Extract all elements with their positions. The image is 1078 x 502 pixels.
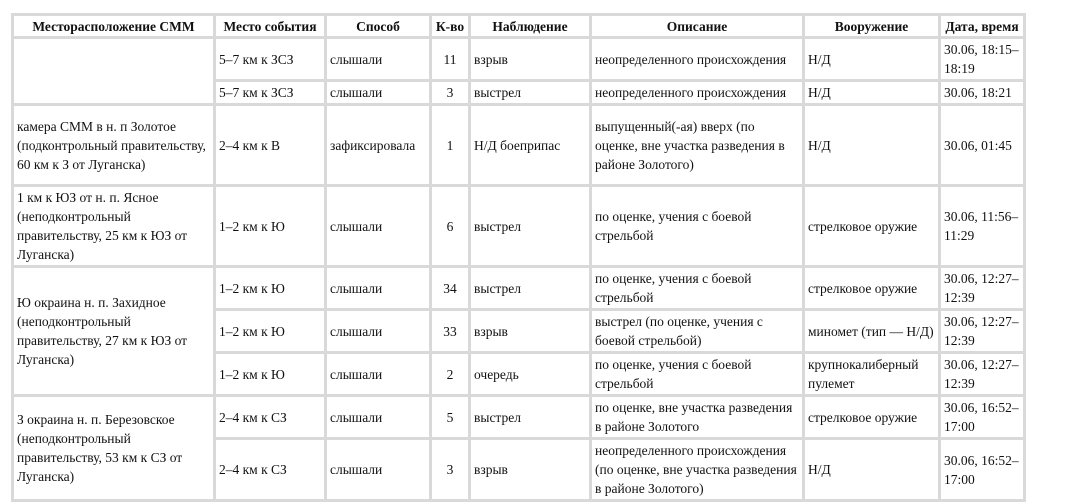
description-cell: выстрел (по оценке, учения с боевой стрельбой) [592, 311, 802, 351]
count-cell: 3 [432, 82, 468, 103]
table-row [14, 268, 1023, 308]
place-cell: 5–7 км к ЗСЗ [216, 82, 324, 103]
place-cell: 1–2 км к Ю [216, 354, 324, 394]
datetime-cell: 30.06, 12:27–12:39 [941, 354, 1023, 394]
header-place: Место события [216, 16, 324, 36]
method-cell: слышали [327, 311, 429, 351]
observation-cell: выстрел [471, 268, 589, 308]
weapon-cell: Н/Д [805, 82, 938, 103]
table-row [14, 106, 1023, 184]
datetime-cell: 30.06, 01:45 [941, 106, 1023, 184]
method-cell: слышали [327, 268, 429, 308]
location-cell: З окраина н. п. Березовское (неподконтрольный правительству, 53 км к СЗ от Луганска) [14, 397, 213, 499]
header-datetime: Дата, время [941, 16, 1023, 36]
method-cell: слышали [327, 354, 429, 394]
report-table-container [11, 13, 1026, 502]
description-cell: выпущенный(-ая) вверх (по оценке, вне участка разведения в районе Золотого) [592, 106, 802, 184]
description-cell: по оценке, учения с боевой стрельбой [592, 268, 802, 308]
count-cell: 33 [432, 311, 468, 351]
table-row [14, 39, 1023, 79]
place-cell: 2–4 км к СЗ [216, 397, 324, 437]
method-cell: слышали [327, 82, 429, 103]
observation-cell: взрыв [471, 39, 589, 79]
method-cell: слышали [327, 440, 429, 499]
weapon-cell: Н/Д [805, 39, 938, 79]
header-observation: Наблюдение [471, 16, 589, 36]
weapon-cell: миномет (тип — Н/Д) [805, 311, 938, 351]
count-cell: 34 [432, 268, 468, 308]
table-row [14, 187, 1023, 265]
location-cell [14, 39, 213, 103]
description-cell: по оценке, вне участка разведения в районе Золотого [592, 397, 802, 437]
description-cell: по оценке, учения с боевой стрельбой [592, 187, 802, 265]
header-weapon: Вооружение [805, 16, 938, 36]
observation-cell: Н/Д боеприпас [471, 106, 589, 184]
method-cell: слышали [327, 187, 429, 265]
place-cell: 5–7 км к ЗСЗ [216, 39, 324, 79]
header-method: Способ [327, 16, 429, 36]
location-cell: 1 км к ЮЗ от н. п. Ясное (неподконтрольный правительству, 25 км к ЮЗ от Луганска) [14, 187, 213, 265]
location-cell: камера СММ в н. п Золотое (подконтрольный правительству, 60 км к З от Луганска) [14, 106, 213, 184]
observation-cell: взрыв [471, 440, 589, 499]
location-cell: Ю окраина н. п. Захидное (неподконтрольный правительству, 27 км к ЮЗ от Луганска) [14, 268, 213, 394]
datetime-cell: 30.06, 16:52–17:00 [941, 440, 1023, 499]
weapon-cell: стрелковое оружие [805, 268, 938, 308]
description-cell: по оценке, учения с боевой стрельбой [592, 354, 802, 394]
count-cell: 3 [432, 440, 468, 499]
count-cell: 2 [432, 354, 468, 394]
weapon-cell: Н/Д [805, 440, 938, 499]
description-cell: неопределенного происхождения [592, 39, 802, 79]
datetime-cell: 30.06, 12:27–12:39 [941, 311, 1023, 351]
method-cell: слышали [327, 397, 429, 437]
header-count: К-во [432, 16, 468, 36]
place-cell: 2–4 км к В [216, 106, 324, 184]
header-location: Месторасположение СММ [14, 16, 213, 36]
header-description: Описание [592, 16, 802, 36]
weapon-cell: Н/Д [805, 106, 938, 184]
count-cell: 1 [432, 106, 468, 184]
observation-cell: очередь [471, 354, 589, 394]
place-cell: 2–4 км к СЗ [216, 440, 324, 499]
observation-cell: взрыв [471, 311, 589, 351]
datetime-cell: 30.06, 12:27–12:39 [941, 268, 1023, 308]
datetime-cell: 30.06, 16:52–17:00 [941, 397, 1023, 437]
table-row [14, 397, 1023, 437]
datetime-cell: 30.06, 18:21 [941, 82, 1023, 103]
observation-cell: выстрел [471, 397, 589, 437]
place-cell: 1–2 км к Ю [216, 311, 324, 351]
method-cell: зафиксировала [327, 106, 429, 184]
observation-cell: выстрел [471, 82, 589, 103]
observation-cell: выстрел [471, 187, 589, 265]
place-cell: 1–2 км к Ю [216, 187, 324, 265]
weapon-cell: стрелковое оружие [805, 397, 938, 437]
datetime-cell: 30.06, 18:15–18:19 [941, 39, 1023, 79]
place-cell: 1–2 км к Ю [216, 268, 324, 308]
weapon-cell: крупнокалиберный пулемет [805, 354, 938, 394]
description-cell: неопределенного происхождения (по оценке, вне участка разведения в районе Золотого) [592, 440, 802, 499]
weapon-cell: стрелковое оружие [805, 187, 938, 265]
ceasefire-violations-table [11, 13, 1026, 502]
count-cell: 11 [432, 39, 468, 79]
count-cell: 6 [432, 187, 468, 265]
description-cell: неопределенного происхождения [592, 82, 802, 103]
count-cell: 5 [432, 397, 468, 437]
header-row [14, 16, 1023, 36]
method-cell: слышали [327, 39, 429, 79]
datetime-cell: 30.06, 11:56–11:29 [941, 187, 1023, 265]
